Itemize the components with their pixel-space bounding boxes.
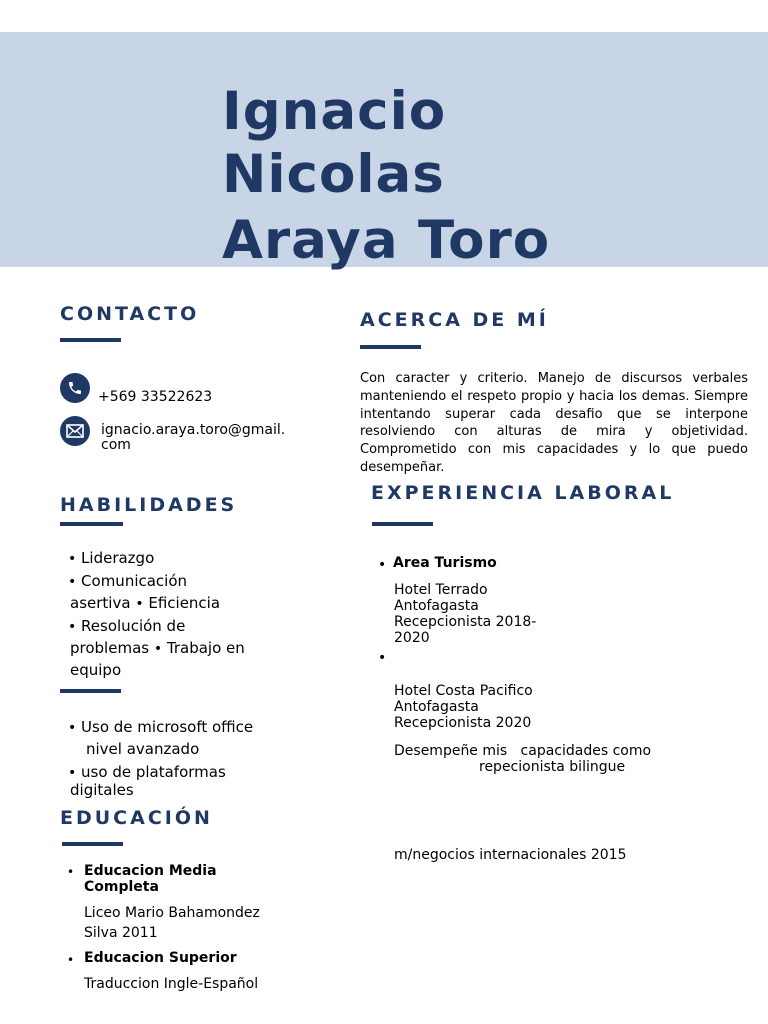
skill-item: Eficiencia bbox=[148, 594, 221, 612]
experience-title: EXPERIENCIA LABORAL bbox=[371, 482, 675, 504]
education-title: EDUCACIÓN bbox=[60, 807, 213, 829]
phone-icon bbox=[60, 373, 90, 403]
edu-1-title-line2: Completa bbox=[84, 879, 159, 895]
bullet: • bbox=[67, 953, 75, 967]
bullet: • bbox=[68, 619, 77, 635]
edu-2-detail: Traduccion Ingle-Español bbox=[84, 976, 259, 992]
skill-item: equipo bbox=[70, 661, 122, 679]
name-first: Ignacio bbox=[222, 81, 447, 142]
education-rule bbox=[62, 842, 123, 846]
skill-item: Resolución de bbox=[81, 617, 186, 635]
job-desc-line2: repecionista bilingue bbox=[479, 759, 626, 775]
edu-1-detail-line1: Liceo Mario Bahamondez bbox=[84, 905, 260, 921]
job-1-line3: Recepcionista 2018- bbox=[394, 614, 537, 630]
job-1-line1: Hotel Terrado bbox=[394, 582, 488, 598]
name-last: Araya Toro bbox=[222, 210, 551, 271]
experience-footer: m/negocios internacionales 2015 bbox=[394, 847, 627, 863]
extra-skill-row-4 bbox=[70, 779, 134, 801]
job-2-line3: Recepcionista 2020 bbox=[394, 715, 532, 731]
bullet: • bbox=[68, 551, 77, 567]
skill-row-3 bbox=[70, 592, 220, 615]
skill-item: asertiva bbox=[70, 594, 131, 612]
contact-rule bbox=[60, 338, 121, 342]
name-middle: Nicolas bbox=[222, 144, 445, 205]
extra-skill: Uso de microsoft office bbox=[81, 718, 254, 736]
extra-skill-row-2 bbox=[86, 738, 199, 760]
bullet: • bbox=[153, 641, 163, 657]
skill-row-5 bbox=[70, 637, 245, 660]
extra-skill-row-1 bbox=[68, 716, 253, 739]
edu-1-detail-line2: Silva 2011 bbox=[84, 925, 158, 941]
skills-rule bbox=[60, 522, 123, 526]
skill-item: Trabajo en bbox=[166, 639, 245, 657]
email-line1[interactable]: ignacio.araya.toro@gmail. bbox=[101, 422, 286, 438]
bullet: • bbox=[68, 574, 77, 590]
bullet: • bbox=[68, 720, 77, 736]
job-1-line2: Antofagasta bbox=[394, 598, 479, 614]
skills-title: HABILIDADES bbox=[60, 494, 238, 516]
skills-rule-2 bbox=[60, 689, 121, 693]
mail-icon bbox=[60, 416, 90, 446]
bullet: • bbox=[68, 765, 77, 781]
phone-number[interactable]: +569 33522623 bbox=[98, 389, 213, 405]
skill-row-4 bbox=[68, 615, 185, 638]
bullet: • bbox=[67, 865, 75, 879]
edu-2-title: Educacion Superior bbox=[84, 950, 237, 966]
extra-skill: digitales bbox=[70, 781, 134, 799]
email-line2[interactable]: com bbox=[101, 437, 131, 453]
skill-row-2 bbox=[68, 570, 187, 593]
job-2-line1: Hotel Costa Pacifico bbox=[394, 683, 533, 699]
skill-item: problemas bbox=[70, 639, 150, 657]
bullet: • bbox=[135, 596, 144, 612]
experience-rule bbox=[372, 522, 433, 526]
contact-title: CONTACTO bbox=[60, 303, 200, 325]
about-title: ACERCA DE MÍ bbox=[360, 309, 549, 331]
job-1-line4: 2020 bbox=[394, 630, 430, 646]
skill-item: Liderazgo bbox=[81, 549, 155, 567]
extra-skill: uso de plataformas bbox=[81, 763, 226, 781]
bullet: • bbox=[378, 650, 387, 666]
skill-item: Comunicación bbox=[81, 572, 188, 590]
skill-row-1 bbox=[68, 547, 154, 570]
about-text: Con caracter y criterio. Manejo de discursos verbales manteniendo el respeto propio y hacia los demas. Siempre intentando superar cada desafio que se interpone resolviendo con alturas de mira y objetividad. Comprometido con mis capacidades y lo que puedo desempeñar. bbox=[360, 371, 748, 475]
extra-skill: nivel avanzado bbox=[86, 740, 200, 758]
edu-1-title-line1: Educacion Media bbox=[84, 863, 217, 879]
experience-area: Area Turismo bbox=[393, 555, 497, 571]
about-rule bbox=[360, 345, 421, 349]
job-desc-line1: Desempeñe mis capacidades como bbox=[394, 743, 652, 759]
bullet: • bbox=[378, 557, 387, 573]
job-2-line2: Antofagasta bbox=[394, 699, 479, 715]
skill-row-6 bbox=[70, 659, 121, 681]
